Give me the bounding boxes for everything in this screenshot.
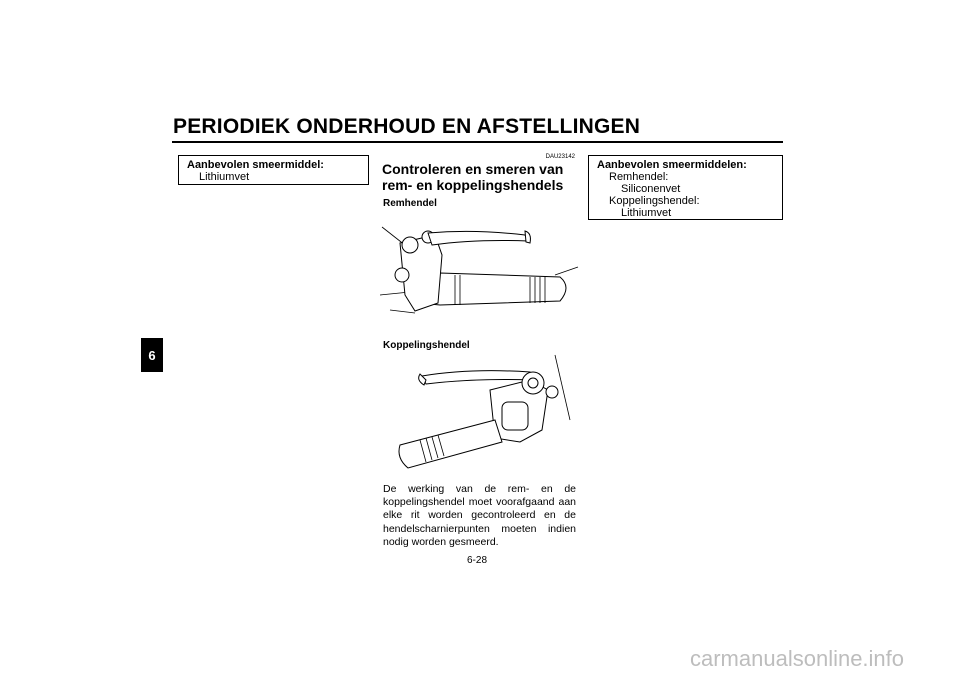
clutch-lever-label: Koppelingshendel <box>383 340 470 351</box>
section-code: DAU23142 <box>545 154 575 160</box>
recommended-lubricant-heading: Aanbevolen smeermiddel: <box>187 159 324 171</box>
brake-lever-spec-label: Remhendel: <box>609 171 669 183</box>
brake-lever-spec-value: Siliconenvet <box>621 183 681 195</box>
page-number: 6-28 <box>467 555 488 566</box>
watermark: carmanualsonline.info <box>690 646 905 671</box>
brake-lever-label: Remhendel <box>383 198 437 209</box>
recommended-lubricants-box <box>588 155 783 220</box>
header-divider <box>172 141 783 143</box>
recommended-lubricants-heading: Aanbevolen smeermiddelen: <box>597 159 747 171</box>
section-body-text: De werking van de rem- en de koppelingshendel moet voorafgaand aan elke rit worden gecontroleerd en de hendelscharnierpunten moeten indien nodig worden gesmeerd. <box>383 483 576 548</box>
page-title: PERIODIEK ONDERHOUD EN AFSTELLINGEN <box>173 115 641 138</box>
clutch-lever-spec-value: Lithiumvet <box>621 207 672 219</box>
section-title: Controleren en smeren van rem- en koppelingshendels <box>382 161 564 193</box>
clutch-lever-spec-label: Koppelingshendel: <box>609 195 700 207</box>
clutch-lever-illustration <box>380 350 580 475</box>
recommended-lubricant-value: Lithiumvet <box>199 171 250 183</box>
brake-lever-illustration <box>380 215 580 325</box>
recommended-lubricant-box <box>178 155 369 185</box>
chapter-tab: 6 <box>141 338 163 372</box>
